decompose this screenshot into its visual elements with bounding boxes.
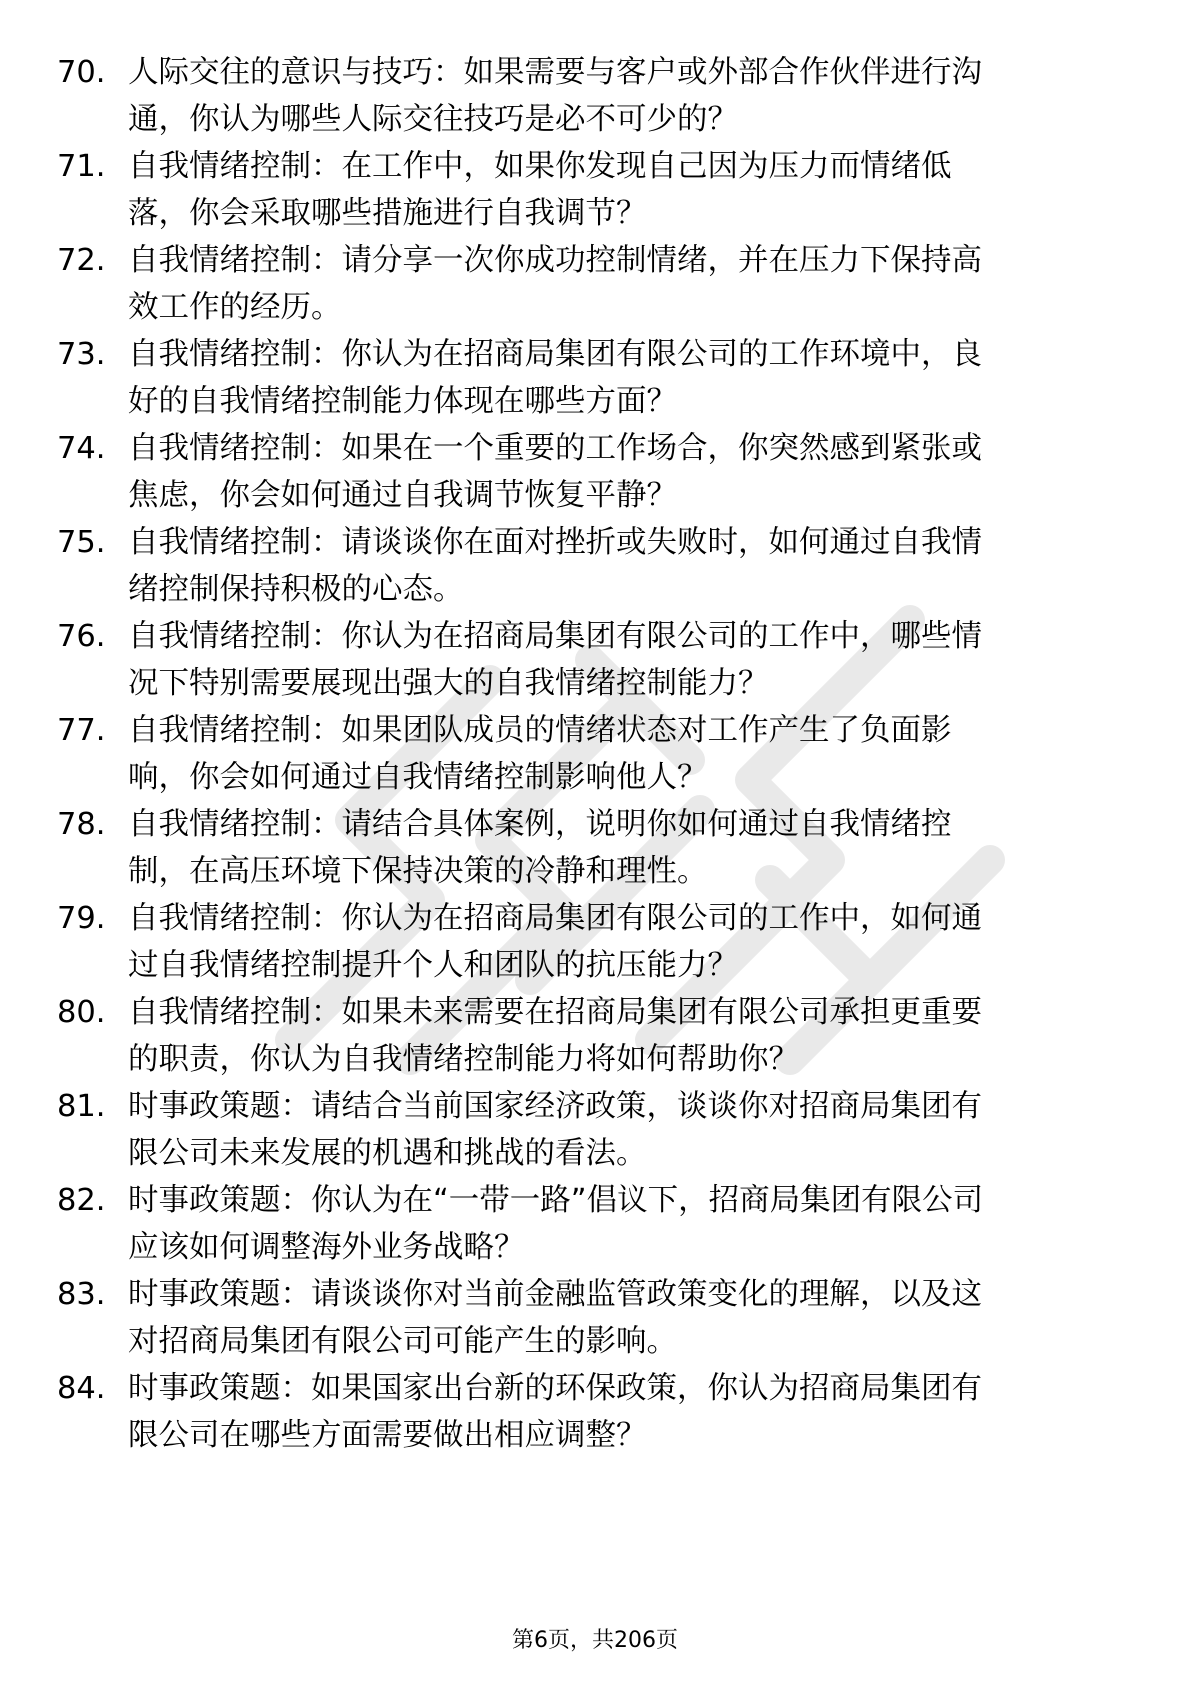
question-number: 84. bbox=[57, 1371, 106, 1406]
question-number: 74. bbox=[57, 431, 106, 466]
question-text-line-2: 效工作的经历。 bbox=[128, 290, 342, 325]
list-item bbox=[57, 613, 1137, 707]
question-number: 79. bbox=[57, 901, 106, 936]
question-text-line-2: 焦虑，你会如何通过自我调节恢复平静？ bbox=[128, 478, 677, 513]
question-text-line-1: 自我情绪控制：如果团队成员的情绪状态对工作产生了负面影 bbox=[128, 713, 952, 748]
question-text-line-2: 好的自我情绪控制能力体现在哪些方面？ bbox=[128, 384, 677, 419]
list-item bbox=[57, 895, 1137, 989]
question-text-line-2: 过自我情绪控制提升个人和团队的抗压能力？ bbox=[128, 948, 738, 983]
question-text-line-1: 自我情绪控制：你认为在招商局集团有限公司的工作环境中，良 bbox=[128, 337, 982, 372]
question-text-line-1: 人际交往的意识与技巧：如果需要与客户或外部合作伙伴进行沟 bbox=[128, 55, 982, 90]
list-item bbox=[57, 331, 1137, 425]
question-text-line-2: 落，你会采取哪些措施进行自我调节？ bbox=[128, 196, 647, 231]
list-item bbox=[57, 143, 1137, 237]
question-text-line-2: 限公司在哪些方面需要做出相应调整？ bbox=[128, 1418, 647, 1453]
question-text-line-2: 况下特别需要展现出强大的自我情绪控制能力？ bbox=[128, 666, 769, 701]
question-text-line-1: 时事政策题：如果国家出台新的环保政策，你认为招商局集团有 bbox=[128, 1371, 982, 1406]
question-number: 81. bbox=[57, 1089, 106, 1124]
question-number: 75. bbox=[57, 525, 106, 560]
list-item bbox=[57, 425, 1137, 519]
question-number: 76. bbox=[57, 619, 106, 654]
question-text-line-2: 制，在高压环境下保持决策的冷静和理性。 bbox=[128, 854, 708, 889]
question-text-line-1: 自我情绪控制：请结合具体案例，说明你如何通过自我情绪控 bbox=[128, 807, 952, 842]
question-text-line-1: 时事政策题：你认为在“一带一路”倡议下，招商局集团有限公司 bbox=[128, 1183, 984, 1218]
list-item bbox=[57, 1365, 1137, 1459]
question-text-line-2: 应该如何调整海外业务战略？ bbox=[128, 1230, 525, 1265]
question-text-line-1: 时事政策题：请结合当前国家经济政策，谈谈你对招商局集团有 bbox=[128, 1089, 982, 1124]
question-text-line-2: 对招商局集团有限公司可能产生的影响。 bbox=[128, 1324, 677, 1359]
question-text-line-1: 时事政策题：请谈谈你对当前金融监管政策变化的理解，以及这 bbox=[128, 1277, 982, 1312]
list-item bbox=[57, 801, 1137, 895]
list-item bbox=[57, 1271, 1137, 1365]
question-text-line-2: 限公司未来发展的机遇和挑战的看法。 bbox=[128, 1136, 647, 1171]
question-number: 72. bbox=[57, 243, 106, 278]
question-number: 77. bbox=[57, 713, 106, 748]
list-item bbox=[57, 237, 1137, 331]
question-number: 83. bbox=[57, 1277, 106, 1312]
list-item bbox=[57, 1083, 1137, 1177]
question-number: 78. bbox=[57, 807, 106, 842]
question-text-line-1: 自我情绪控制：你认为在招商局集团有限公司的工作中，如何通 bbox=[128, 901, 982, 936]
list-item bbox=[57, 707, 1137, 801]
question-text-line-1: 自我情绪控制：在工作中，如果你发现自己因为压力而情绪低 bbox=[128, 149, 952, 184]
question-number: 73. bbox=[57, 337, 106, 372]
question-text-line-1: 自我情绪控制：请分享一次你成功控制情绪，并在压力下保持高 bbox=[128, 243, 982, 278]
page-number-footer: 第6页，共206页 bbox=[512, 1628, 678, 1653]
list-item bbox=[57, 49, 1137, 143]
question-text-line-2: 响，你会如何通过自我情绪控制影响他人？ bbox=[128, 760, 708, 795]
question-text-line-2: 绪控制保持积极的心态。 bbox=[128, 572, 464, 607]
question-number: 70. bbox=[57, 55, 106, 90]
question-text-line-2: 的职责，你认为自我情绪控制能力将如何帮助你？ bbox=[128, 1042, 799, 1077]
question-number: 71. bbox=[57, 149, 106, 184]
question-text-line-1: 自我情绪控制：请谈谈你在面对挫折或失败时，如何通过自我情 bbox=[128, 525, 982, 560]
list-item bbox=[57, 989, 1137, 1083]
question-text-line-1: 自我情绪控制：你认为在招商局集团有限公司的工作中，哪些情 bbox=[128, 619, 982, 654]
list-item bbox=[57, 1177, 1137, 1271]
question-text-line-1: 自我情绪控制：如果未来需要在招商局集团有限公司承担更重要 bbox=[128, 995, 982, 1030]
question-text-line-2: 通，你认为哪些人际交往技巧是必不可少的？ bbox=[128, 102, 738, 137]
question-number: 80. bbox=[57, 995, 106, 1030]
question-number: 82. bbox=[57, 1183, 106, 1218]
question-text-line-1: 自我情绪控制：如果在一个重要的工作场合，你突然感到紧张或 bbox=[128, 431, 982, 466]
list-item bbox=[57, 519, 1137, 613]
